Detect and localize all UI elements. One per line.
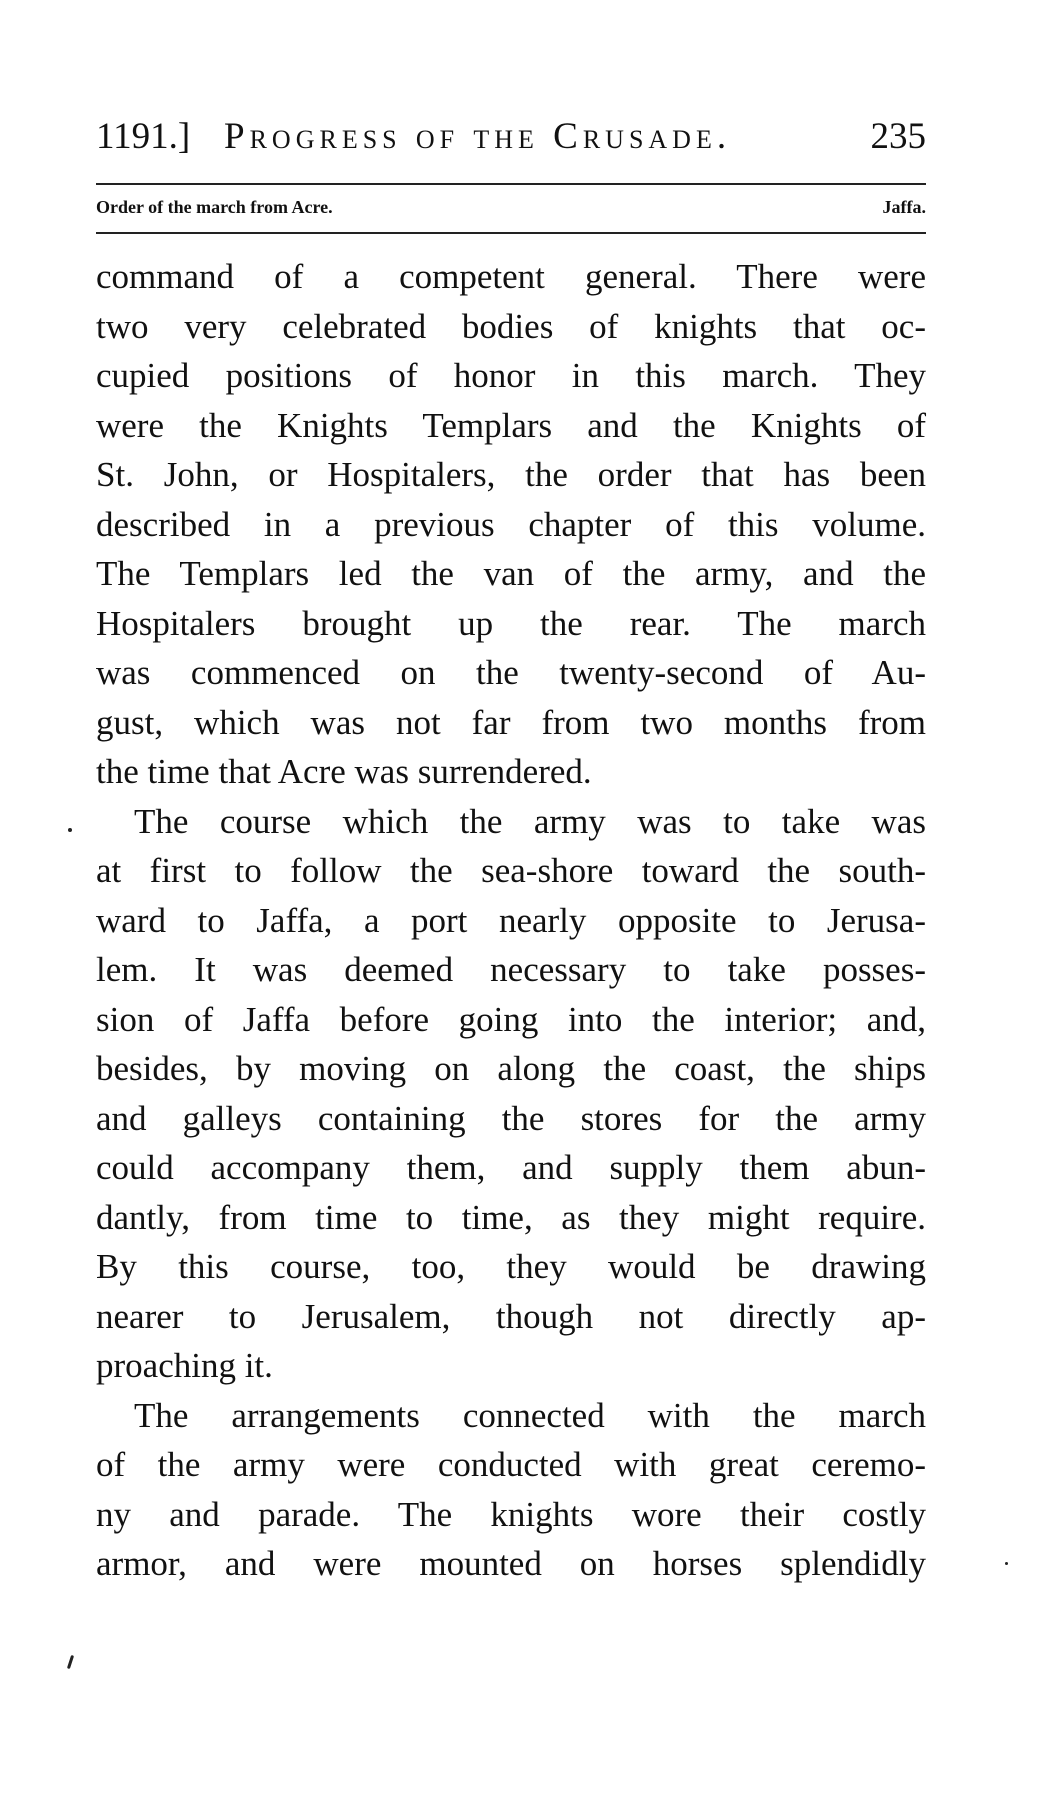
ink-speck xyxy=(1005,1562,1008,1565)
body-text xyxy=(96,252,926,1589)
text-line: described in a previous chapter of this volume. xyxy=(96,504,926,544)
subheader xyxy=(96,192,926,222)
text-line: and galleys containing the stores for the army xyxy=(96,1098,926,1138)
text-line: gust, which was not far from two months from xyxy=(96,702,926,742)
text-line: nearer to Jerusalem, though not directly ap- xyxy=(96,1296,926,1336)
header-rule-bottom xyxy=(96,232,926,234)
text-line: sion of Jaffa before going into the interior; and, xyxy=(96,999,926,1039)
text-line: was commenced on the twenty-second of Au- xyxy=(96,653,926,692)
ink-speck xyxy=(68,828,72,832)
text-line: ny and parade. The knights wore their costly xyxy=(96,1494,926,1534)
page-number: 235 xyxy=(870,116,926,157)
text-line: Hospitalers brought up the rear. The march xyxy=(96,603,926,643)
running-head xyxy=(96,112,926,162)
text-line: lem. It was deemed necessary to take posses- xyxy=(96,950,926,989)
header-year: 1191.] xyxy=(96,116,191,157)
text-line: armor, and were mounted on horses splendidly xyxy=(96,1544,926,1583)
text-line: were the Knights Templars and the Knights of xyxy=(96,405,926,445)
text-line: St. John, or Hospitalers, the order that has been xyxy=(96,455,926,494)
header-title: Progress of the Crusade. xyxy=(224,116,732,157)
text-line: besides, by moving on along the coast, the ships xyxy=(96,1049,926,1088)
text-line-paragraph-start: The arrangements connected with the march xyxy=(134,1395,926,1435)
text-line-paragraph-end: proaching it. xyxy=(96,1346,273,1385)
header-rule-top xyxy=(96,183,926,185)
text-line: cupied positions of honor in this march. They xyxy=(96,356,926,395)
text-line: dantly, from time to time, as they might require. xyxy=(96,1197,926,1237)
text-line: By this course, too, they would be drawing xyxy=(96,1247,926,1286)
ink-speck xyxy=(67,1655,74,1669)
text-line: could accompany them, and supply them abun- xyxy=(96,1148,926,1187)
subheader-place: Jaffa. xyxy=(882,197,926,217)
text-line: ward to Jaffa, a port nearly opposite to Jerusa- xyxy=(96,900,926,940)
text-line: of the army were conducted with great ceremo- xyxy=(96,1445,926,1484)
text-line-paragraph-end: the time that Acre was surrendered. xyxy=(96,752,592,791)
text-line: command of a competent general. There were xyxy=(96,257,926,296)
text-line-paragraph-start: The course which the army was to take was xyxy=(134,801,926,841)
text-line: two very celebrated bodies of knights that oc- xyxy=(96,306,926,346)
text-line: The Templars led the van of the army, and the xyxy=(96,554,926,593)
text-line: at first to follow the sea-shore toward the south- xyxy=(96,851,926,890)
subheader-topic: Order of the march from Acre. xyxy=(96,197,333,217)
